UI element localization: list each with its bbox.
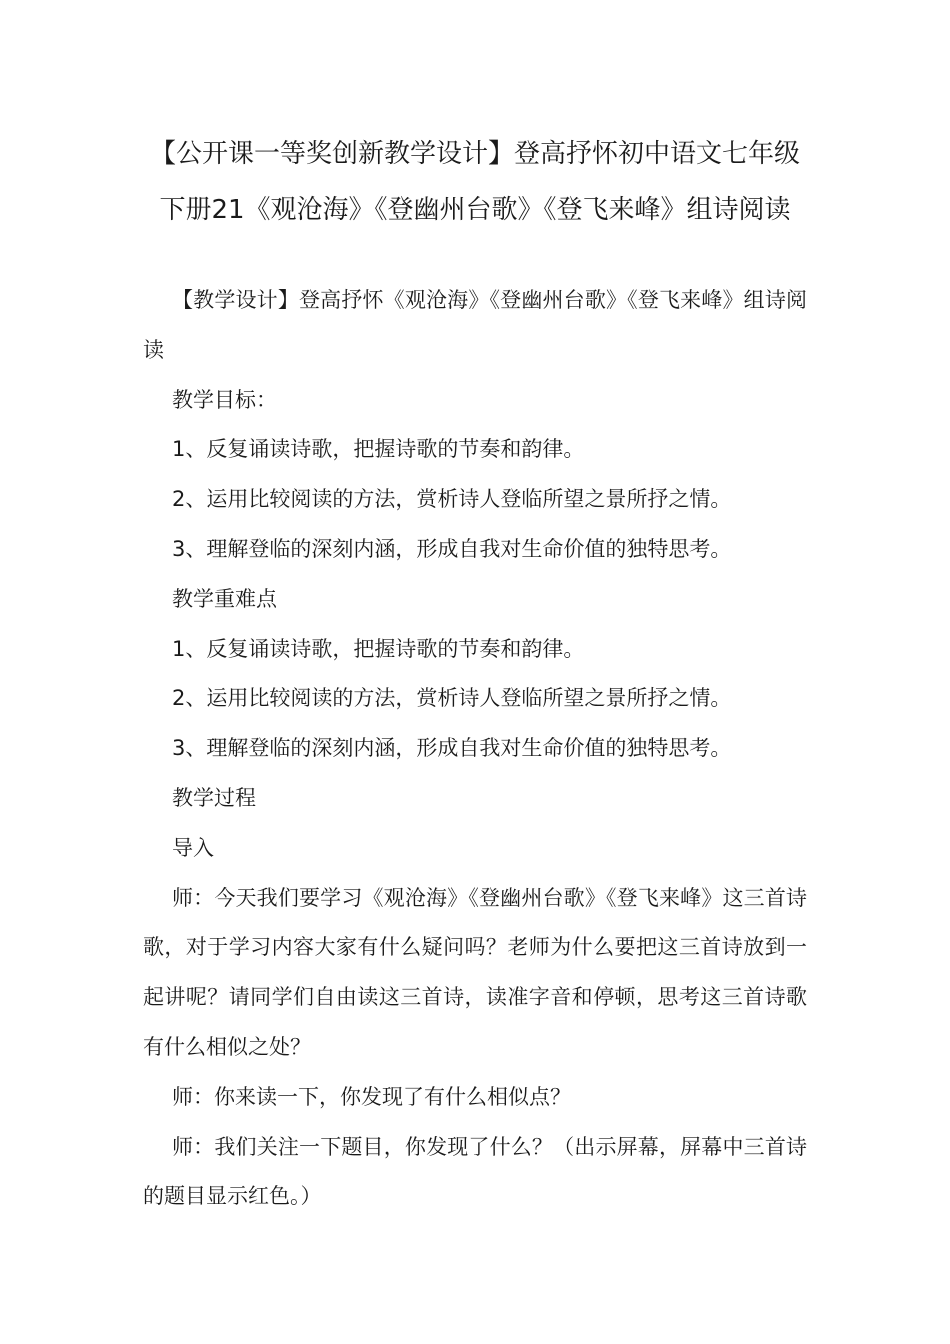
paragraph-objective-3: 3、理解登临的深刻内涵，形成自我对生命价值的独特思考。 — [172, 536, 732, 561]
paragraph-teacher-3: 师：我们关注一下题目，你发现了什么？（出示屏幕，屏幕中三首诗的题目显示红色。） — [143, 1134, 807, 1209]
paragraph-keypoint-1: 1、反复诵读诗歌，把握诗歌的节奏和韵律。 — [172, 636, 585, 661]
paragraph-objective-1: 1、反复诵读诗歌，把握诗歌的节奏和韵律。 — [172, 437, 585, 462]
paragraph-keypoints-heading: 教学重难点 — [172, 586, 277, 611]
document-title: 【公开课一等奖创新教学设计】登高抒怀初中语文七年级下册21《观沧海》《登幽州台歌》《登飞来峰》组诗阅读 — [149, 139, 800, 225]
paragraph-intro-heading: 导入 — [172, 835, 214, 860]
paragraph-teacher-1: 师：今天我们要学习《观沧海》《登幽州台歌》《登飞来峰》这三首诗歌，对于学习内容大家有什么疑问吗？老师为什么要把这三首诗放到一起讲呢？请同学们自由读这三首诗，读准字音和停顿，思考这三首诗歌有什么相似之处？ — [143, 885, 807, 1059]
paragraph-keypoint-3: 3、理解登临的深刻内涵，形成自我对生命价值的独特思考。 — [172, 736, 732, 761]
document-body — [143, 276, 807, 1222]
paragraph-design-heading: 【教学设计】登高抒怀《观沧海》《登幽州台歌》《登飞来峰》组诗阅读 — [143, 288, 807, 362]
paragraph-process-heading: 教学过程 — [172, 785, 256, 810]
paragraph-keypoint-2: 2、运用比较阅读的方法，赏析诗人登临所望之景所抒之情。 — [172, 686, 732, 711]
paragraph-teacher-2: 师：你来读一下，你发现了有什么相似点？ — [172, 1084, 571, 1109]
paragraph-objective-2: 2、运用比较阅读的方法，赏析诗人登临所望之景所抒之情。 — [172, 487, 732, 512]
paragraph-objectives-heading: 教学目标： — [172, 387, 277, 412]
